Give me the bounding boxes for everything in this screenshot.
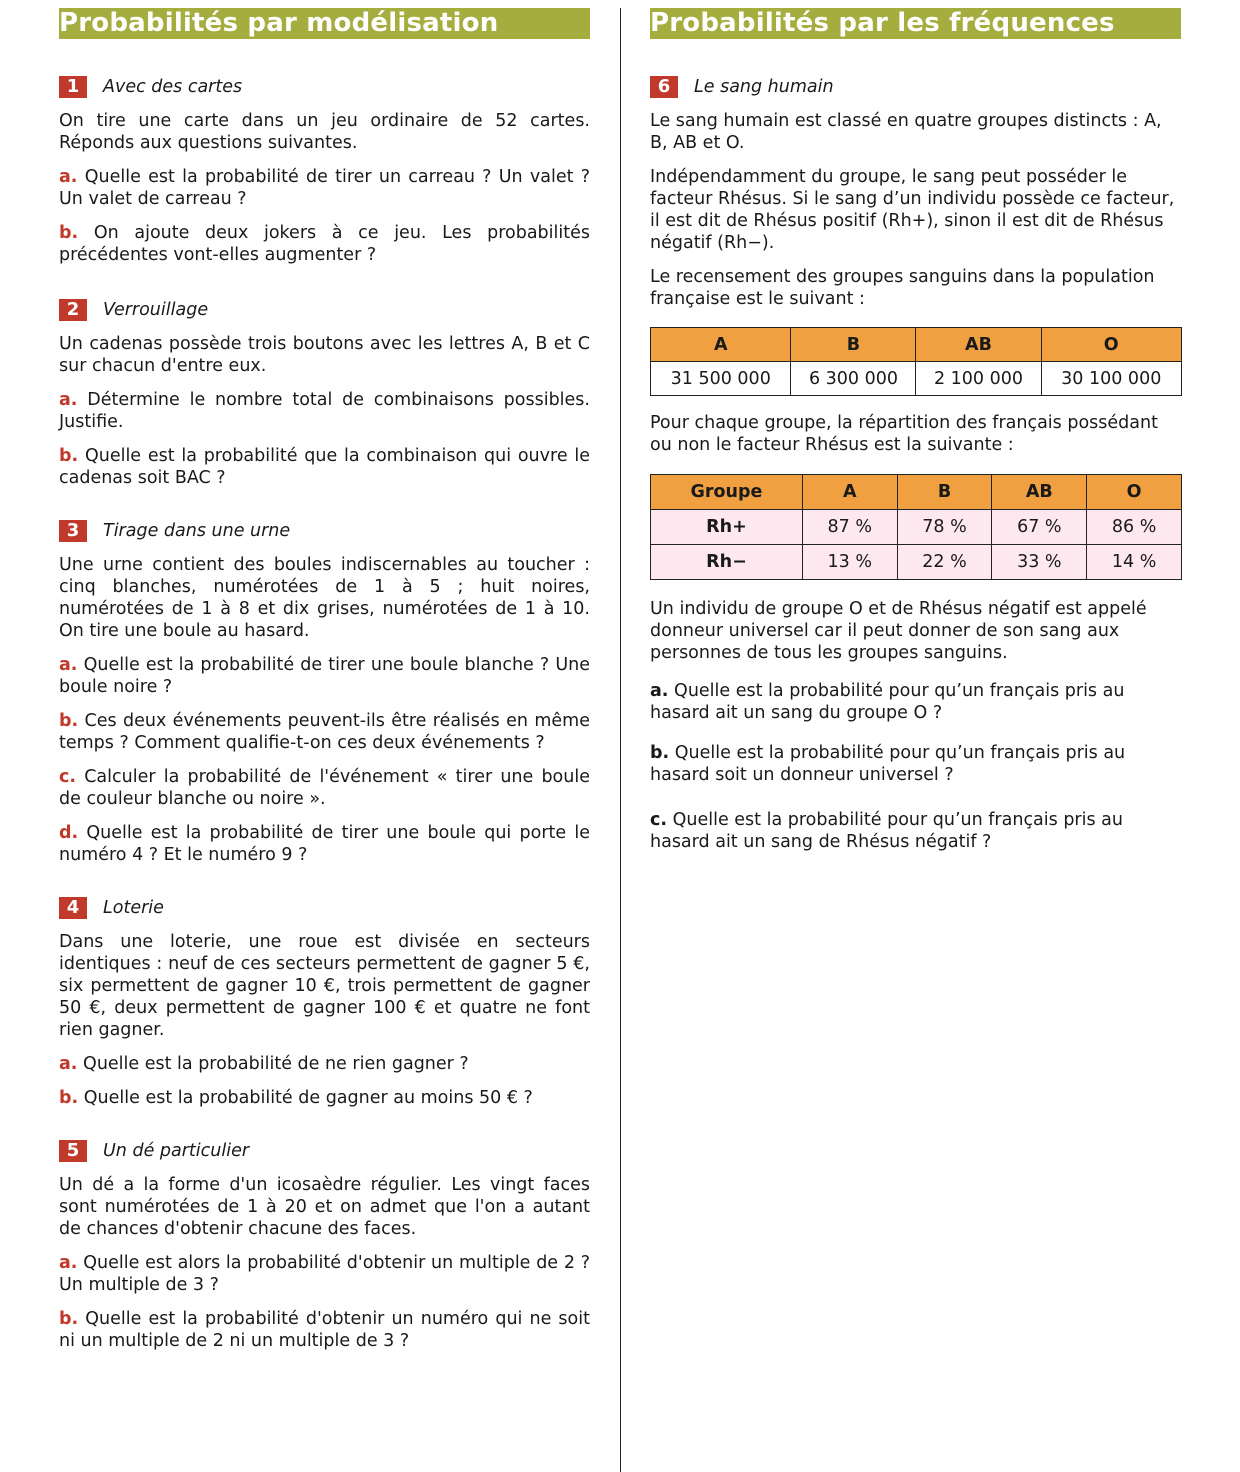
exercise-number: 4: [59, 897, 87, 919]
table-row: [651, 510, 1182, 545]
exercise-6: [650, 76, 1181, 853]
section-banner-modelisation: Probabilités par modélisation: [59, 8, 590, 39]
exercise-title: Loterie: [103, 898, 164, 918]
exercise-title: Un dé particulier: [103, 1141, 250, 1161]
row-label: Rh−: [651, 545, 803, 580]
exercise-number: 5: [59, 1140, 87, 1162]
exercise-number: 2: [59, 299, 87, 321]
table-cell: 14 %: [1087, 545, 1182, 580]
paragraph-groups: Le sang humain est classé en quatre groupes distincts : A, B, AB et O.: [650, 111, 1162, 153]
question-c: c. Quelle est la probabilité pour qu’un français pris au hasard ait un sang de Rhésus négatif ?: [650, 810, 1123, 852]
exercise-intro: Dans une loterie, une roue est divisée en secteurs identiques : neuf de ces secteurs permettent de gagner 5 €, six permettent de gagner 10 €, trois permettent de gagner 50 €, deux permettent de gagner 100 € et quatre ne font rien gagner.: [59, 932, 590, 1040]
exercise-2: [59, 299, 590, 489]
exercise-header: [59, 76, 590, 98]
table-cell: 33 %: [992, 545, 1087, 580]
header-cell: A: [651, 328, 791, 362]
question-d: d. Quelle est la probabilité de tirer une boule qui porte le numéro 4 ? Et le numéro 9 ?: [59, 823, 590, 865]
header-cell: AB: [992, 475, 1087, 510]
header-cell: B: [897, 475, 992, 510]
exercise-title: Tirage dans une urne: [103, 521, 291, 541]
exercise-header: [650, 76, 1181, 98]
header-cell: O: [1087, 475, 1182, 510]
table-cell: 13 %: [802, 545, 897, 580]
question-b: b. Ces deux événements peuvent-ils être réalisés en même temps ? Comment qualifie-t-on ces deux événements ?: [59, 711, 590, 753]
question-b: b. Quelle est la probabilité pour qu’un français pris au hasard soit un donneur universel ?: [650, 743, 1126, 785]
exercise-1: [59, 76, 590, 266]
exercise-intro: Un dé a la forme d'un icosaèdre régulier. Les vingt faces sont numérotées de 1 à 20 et on admet que l'on a autant de chances d'obtenir chacune des faces.: [59, 1175, 590, 1239]
table-cell: 2 100 000: [916, 362, 1041, 396]
header-cell: AB: [916, 328, 1041, 362]
table-cell: 86 %: [1087, 510, 1182, 545]
header-cell: B: [791, 328, 916, 362]
right-column: [650, 8, 1181, 865]
exercise-5: [59, 1140, 590, 1352]
exercise-title: Avec des cartes: [103, 77, 243, 97]
rhesus-table: [650, 474, 1182, 580]
column-divider: [620, 8, 621, 1472]
exercise-header: [59, 897, 590, 919]
table-header-row: [651, 328, 1182, 362]
question-b: b. Quelle est la probabilité de gagner au moins 50 € ?: [59, 1088, 533, 1108]
header-cell: Groupe: [651, 475, 803, 510]
exercise-header: [59, 1140, 590, 1162]
paragraph-donneur: Un individu de groupe O et de Rhésus négatif est appelé donneur universel car il peut donner de son sang aux personnes de tous les groupes sanguins.: [650, 599, 1147, 663]
table-cell: 67 %: [992, 510, 1087, 545]
table-row: [651, 545, 1182, 580]
header-cell: A: [802, 475, 897, 510]
question-a: a. Quelle est la probabilité pour qu’un français pris au hasard ait un sang du groupe O ?: [650, 681, 1125, 723]
census-table: [650, 327, 1182, 396]
header-cell: O: [1041, 328, 1182, 362]
exercise-title: Verrouillage: [103, 300, 209, 320]
paragraph-repartition: Pour chaque groupe, la répartition des français possédant ou non le facteur Rhésus est la suivante :: [650, 413, 1158, 455]
exercise-header: [59, 520, 590, 542]
question-a: a. Quelle est alors la probabilité d'obtenir un multiple de 2 ? Un multiple de 3 ?: [59, 1253, 590, 1295]
exercise-3: [59, 520, 590, 866]
question-b: b. Quelle est la probabilité d'obtenir un numéro qui ne soit ni un multiple de 2 ni un multiple de 3 ?: [59, 1309, 590, 1351]
exercise-intro: Un cadenas possède trois boutons avec les lettres A, B et C sur chacun d'entre eux.: [59, 334, 590, 376]
table-cell: 78 %: [897, 510, 992, 545]
exercise-intro: On tire une carte dans un jeu ordinaire de 52 cartes. Réponds aux questions suivantes.: [59, 111, 590, 153]
table-cell: 31 500 000: [651, 362, 791, 396]
table-cell: 87 %: [802, 510, 897, 545]
paragraph-census: Le recensement des groupes sanguins dans la population française est le suivant :: [650, 267, 1155, 309]
question-a: a. Quelle est la probabilité de tirer une boule blanche ? Une boule noire ?: [59, 655, 590, 697]
table-cell: 6 300 000: [791, 362, 916, 396]
exercise-intro: Une urne contient des boules indiscernables au toucher : cinq blanches, numérotées de 1 à 5 ; huit noires, numérotées de 1 à 8 et dix grises, numérotées de 1 à 10. On tire une boule au hasard.: [59, 555, 590, 641]
exercise-title: Le sang humain: [694, 77, 834, 97]
paragraph-rhesus: Indépendamment du groupe, le sang peut posséder le facteur Rhésus. Si le sang d’un individu possède ce facteur, il est dit de Rhésus positif (Rh+), sinon il est dit de Rhésus négatif (Rh−).: [650, 167, 1175, 253]
question-a: a. Détermine le nombre total de combinaisons possibles. Justifie.: [59, 390, 590, 432]
row-label: Rh+: [651, 510, 803, 545]
table-cell: 30 100 000: [1041, 362, 1182, 396]
question-a: a. Quelle est la probabilité de tirer un carreau ? Un valet ? Un valet de carreau ?: [59, 167, 590, 209]
question-a: a. Quelle est la probabilité de ne rien gagner ?: [59, 1054, 469, 1074]
question-b: b. On ajoute deux jokers à ce jeu. Les probabilités précédentes vont-elles augmenter ?: [59, 223, 590, 265]
exercise-number: 6: [650, 76, 678, 98]
table-cell: 22 %: [897, 545, 992, 580]
exercise-4: [59, 897, 590, 1109]
left-column: [59, 8, 590, 1364]
exercise-number: 3: [59, 520, 87, 542]
exercise-header: [59, 299, 590, 321]
table-header-row: [651, 475, 1182, 510]
question-c: c. Calculer la probabilité de l'événement « tirer une boule de couleur blanche ou noire ».: [59, 767, 590, 809]
exercise-number: 1: [59, 76, 87, 98]
table-row: [651, 362, 1182, 396]
section-banner-frequences: Probabilités par les fréquences: [650, 8, 1181, 39]
question-b: b. Quelle est la probabilité que la combinaison qui ouvre le cadenas soit BAC ?: [59, 446, 590, 488]
